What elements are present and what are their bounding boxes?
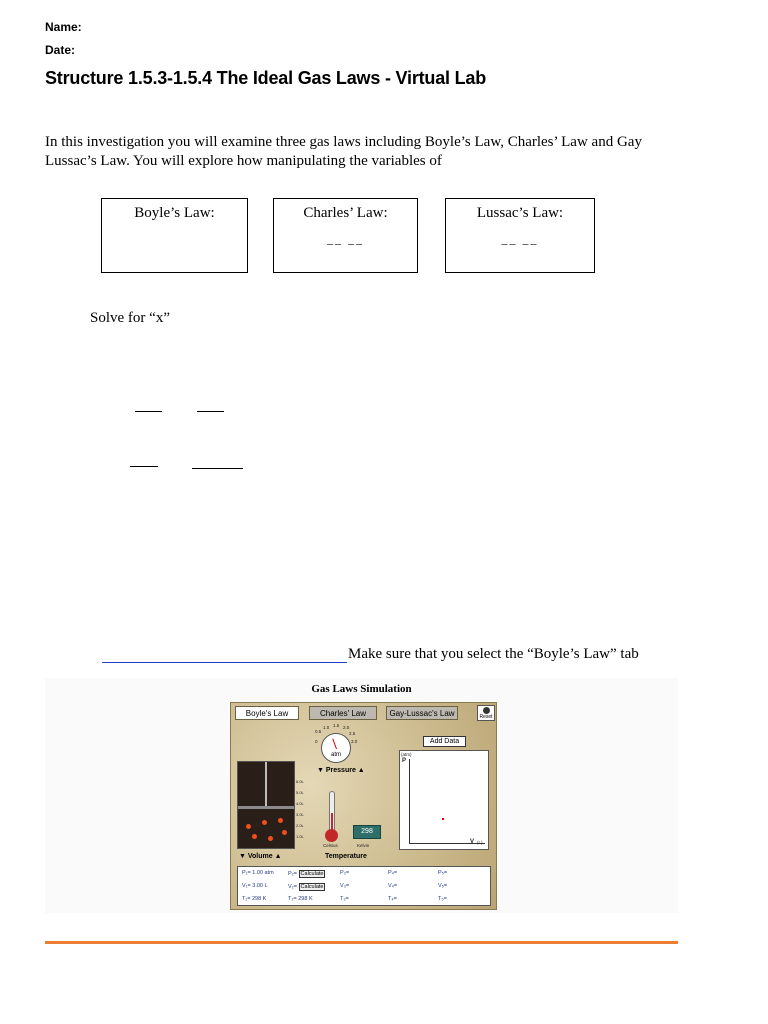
graph-x-label: V <box>470 839 475 845</box>
simulation-panel <box>230 702 497 910</box>
date-label: Date: <box>45 43 76 57</box>
name-label: Name: <box>45 20 82 34</box>
boyles-law-box <box>101 198 248 273</box>
gauge-tick: 1.0 <box>323 725 330 730</box>
graph-data-point <box>442 818 444 820</box>
thermometer-bulb <box>325 829 338 842</box>
v3-value: V₃= <box>340 883 350 889</box>
v5-value: V₅= <box>438 883 448 889</box>
p2-field: P₂= Calculate <box>288 871 324 877</box>
reset-icon <box>483 707 490 714</box>
fraction-line <box>130 466 158 467</box>
fraction-line <box>197 411 224 412</box>
intro-paragraph: In this investigation you will examine three gas laws including Boyle’s Law, Charles’ Law and Gay Lussac’s Law. You will explore how manipulating the variables of <box>45 134 642 169</box>
document-title: Structure 1.5.3-1.5.4 The Ideal Gas Laws - Virtual Lab <box>45 68 487 88</box>
reset-label: Reset <box>479 714 493 720</box>
gas-particle <box>262 820 267 825</box>
volume-tick: 6.0L <box>296 779 304 784</box>
gauge-tick: 2.5 <box>349 731 356 736</box>
calculate-p2-button[interactable]: Calculate <box>300 871 324 877</box>
instruction-text: Make sure that you select the “Boyle’s Law” tab <box>348 646 639 662</box>
simulation-title: Gas Laws Simulation <box>311 683 412 695</box>
p1-value: P₁= 1.00 atm <box>242 870 274 876</box>
p3-value: P₃= <box>340 870 350 876</box>
solve-for-x-text: Solve for “x” <box>90 310 170 326</box>
gauge-tick: 1.5 <box>333 723 340 728</box>
pressure-gauge <box>321 733 351 763</box>
gas-chamber <box>237 761 295 849</box>
t3-value: T₃= <box>340 896 349 902</box>
gas-particle <box>278 818 283 823</box>
gauge-tick: 0 <box>315 739 318 744</box>
pv-graph <box>399 750 489 850</box>
t5-value: T₅= <box>438 896 447 902</box>
lussac-law-box <box>445 198 595 273</box>
volume-label[interactable]: ▼ Volume ▲ <box>239 853 282 860</box>
volume-tick: 3.0L <box>296 812 304 817</box>
fraction-line <box>135 411 162 412</box>
add-data-button[interactable]: Add Data <box>423 736 466 747</box>
v1-value: V₁= 3.00 L <box>242 883 268 889</box>
gas-particle <box>282 830 287 835</box>
volume-tick: 2.0L <box>296 823 304 828</box>
t2-value: T₂= 298 K <box>288 896 313 902</box>
p4-value: P₄= <box>388 870 398 876</box>
temperature-label: Temperature <box>325 853 367 860</box>
piston-rod[interactable] <box>265 762 267 806</box>
tab-gay-lussacs-law[interactable]: Gay-Lussac's Law <box>386 706 458 720</box>
volume-tick: 5.0L <box>296 790 304 795</box>
law-box-title: Boyle’s Law: <box>134 205 215 221</box>
celsius-label: Celsius <box>323 843 338 848</box>
v2-field: V₂= Calculate <box>288 884 324 890</box>
volume-tick: 1.0L <box>296 834 304 839</box>
p5-value: P₅= <box>438 870 448 876</box>
gas-particle <box>268 836 273 841</box>
law-box-blanks: –– –– <box>327 236 364 250</box>
gauge-tick: 3.0 <box>351 739 358 744</box>
t4-value: T₄= <box>388 896 397 902</box>
pressure-label[interactable]: ▼ Pressure ▲ <box>317 767 365 774</box>
kelvin-label: Kelvin <box>357 843 370 848</box>
t1-value: T₁= 298 K <box>242 896 267 902</box>
graph-y-axis <box>409 759 410 843</box>
graph-y-unit: (atm) <box>401 752 412 757</box>
graph-x-unit: (L) <box>477 840 483 845</box>
calculate-v2-button[interactable]: Calculate <box>300 884 324 890</box>
charles-law-box <box>273 198 418 273</box>
simulation-link-line[interactable] <box>102 662 347 663</box>
graph-y-label: P <box>402 758 407 764</box>
v4-value: V₄= <box>388 883 398 889</box>
gas-particle <box>246 824 251 829</box>
temperature-value: 298 <box>353 825 381 839</box>
gas-particle <box>252 834 257 839</box>
tab-boyles-law[interactable]: Boyle's Law <box>235 706 299 720</box>
footer-rule <box>45 941 678 944</box>
piston[interactable] <box>238 806 294 809</box>
pressure-unit: atm <box>330 752 341 758</box>
reset-button[interactable] <box>477 705 495 721</box>
data-table <box>237 866 491 906</box>
law-box-blanks: –– –– <box>501 236 539 250</box>
gauge-tick: 2.0 <box>343 725 350 730</box>
gauge-needle <box>332 738 337 749</box>
law-box-title: Lussac’s Law: <box>476 205 564 221</box>
law-box-title: Charles’ Law: <box>303 205 388 221</box>
gauge-tick: 0.5 <box>315 729 322 734</box>
fraction-line <box>192 468 243 469</box>
volume-tick: 4.0L <box>296 801 304 806</box>
tab-charles-law[interactable]: Charles' Law <box>309 706 377 720</box>
